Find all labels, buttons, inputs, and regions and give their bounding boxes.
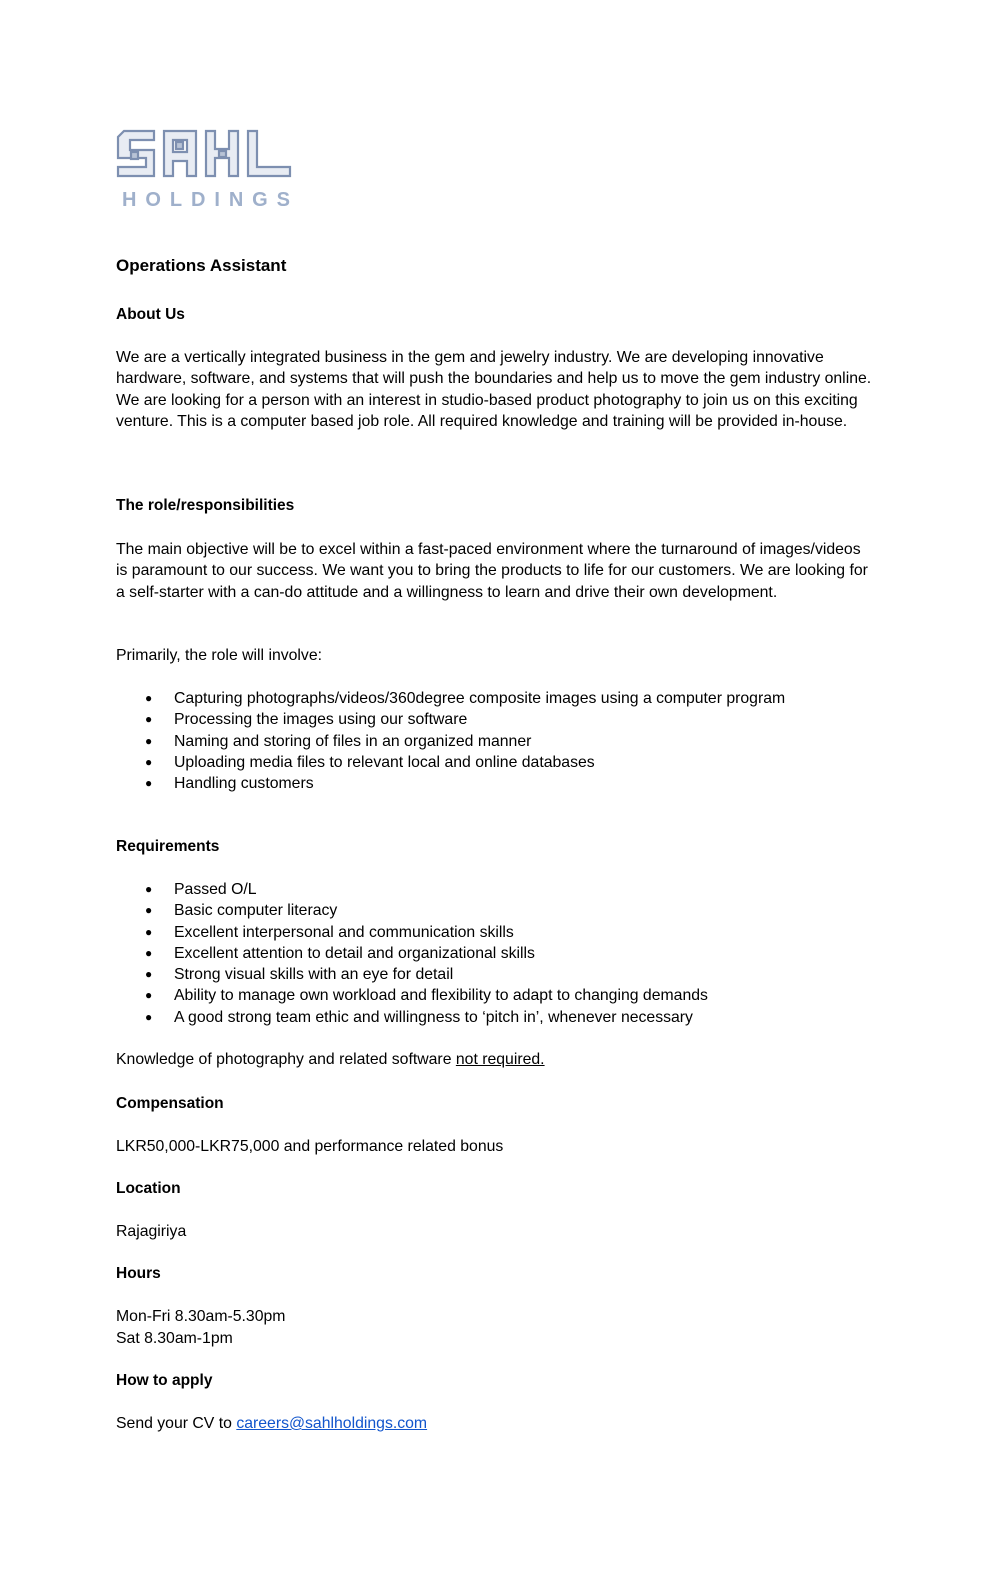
- list-item: ● Strong visual skills with an eye for detail: [116, 964, 708, 985]
- hours-heading: Hours: [116, 1265, 161, 1282]
- about-heading: About Us: [116, 306, 185, 323]
- compensation-heading: Compensation: [116, 1095, 224, 1112]
- list-item: ● Basic computer literacy: [116, 900, 708, 921]
- hours-weekday: Mon-Fri 8.30am-5.30pm: [116, 1308, 286, 1325]
- list-item: ● Ability to manage own workload and flexibility to adapt to changing demands: [116, 985, 708, 1006]
- role-intro: Primarily, the role will involve:: [116, 647, 322, 664]
- requirements-note: [116, 1049, 545, 1070]
- apply-prefix: Send your CV to: [116, 1415, 237, 1432]
- list-item: ● Excellent interpersonal and communication skills: [116, 922, 708, 943]
- list-item: ● Capturing photographs/videos/360degree composite images using a computer program: [116, 688, 785, 709]
- requirements-heading: Requirements: [116, 838, 220, 855]
- apply-heading: How to apply: [116, 1372, 213, 1389]
- page-title: Operations Assistant: [116, 256, 287, 275]
- list-item: ● Excellent attention to detail and organizational skills: [116, 943, 708, 964]
- sahl-holdings-logo: [116, 128, 298, 212]
- role-text: The main objective will be to excel within a fast-paced environment where the turnaround of images/videos is paramount to our success. We want you to bring the products to life for our customers. We are looking for a self-starter with a can-do attitude and a willingness to learn and drive their own development.: [116, 541, 868, 601]
- list-item: ● Naming and storing of files in an organized manner: [116, 731, 785, 752]
- list-item: ● Processing the images using our software: [116, 709, 785, 730]
- apply-text: [116, 1413, 427, 1434]
- requirements-list: [116, 879, 708, 1028]
- requirements-note-text: Knowledge of photography and related software: [116, 1051, 456, 1068]
- email-link[interactable]: careers@sahlholdings.com: [236, 1415, 428, 1432]
- location-text: Rajagiriya: [116, 1223, 187, 1240]
- list-item: ● Passed O/L: [116, 879, 708, 900]
- list-item: ● Uploading media files to relevant local and online databases: [116, 752, 785, 773]
- role-list: [116, 688, 785, 794]
- list-item: ● A good strong team ethic and willingness to ‘pitch in’, whenever necessary: [116, 1007, 708, 1028]
- location-heading: Location: [116, 1180, 181, 1197]
- hours-saturday: Sat 8.30am-1pm: [116, 1330, 233, 1347]
- about-text: We are a vertically integrated business in the gem and jewelry industry. We are developing innovative hardware, software, and systems that will push the boundaries and help us to move the gem industry online. We are looking for a person with an interest in studio-based product photography to join us on this exciting venture. This is a computer based job role. All required knowledge and training will be provided in-house.: [116, 349, 872, 430]
- compensation-text: LKR50,000-LKR75,000 and performance related bonus: [116, 1138, 504, 1155]
- logo-graphic: [116, 128, 298, 212]
- list-item: ● Handling customers: [116, 773, 785, 794]
- role-heading: The role/responsibilities: [116, 497, 295, 514]
- not-required-text: not required.: [455, 1051, 545, 1068]
- svg-text:HOLDINGS: HOLDINGS: [122, 189, 290, 211]
